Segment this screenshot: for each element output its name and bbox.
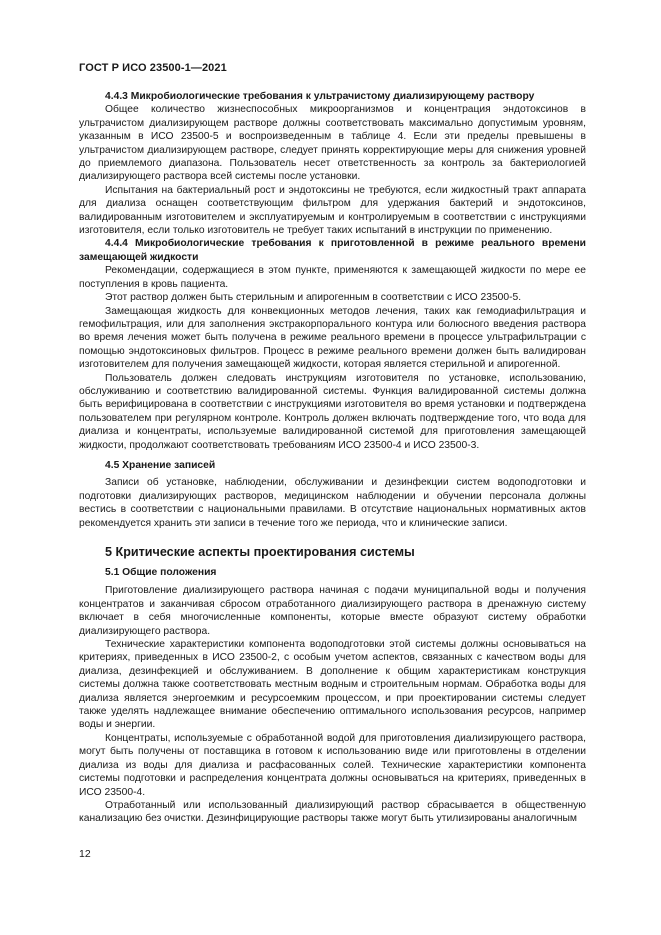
section-5-1-heading: 5.1 Общие положения — [105, 567, 217, 578]
section-4-4-4-heading: 4.4.4 Микробиологические требования к приготовленной в режиме реального времени замещающей жидкости — [79, 238, 586, 263]
paragraph: Замещающая жидкость для конвекционных методов лечения, таких как гемодиафильтрация и гемофильтрация, или для заполнения экстракорпорального контура или болюсного введения раствора во время лечения может быть получена в режиме реального времени в процессе ультрафильтрации с помощью эндотоксиновых фильтров. Процесс в режиме реального времени должен быть валидирован изготовителем для получения замещающей жидкости, которая является стерильной и апирогенной. — [79, 305, 586, 371]
paragraph: Этот раствор должен быть стерильным и апирогенным в соответствии с ИСО 23500-5. — [105, 292, 522, 304]
paragraph: Пользователь должен следовать инструкциям изготовителя по установке, использованию, обслуживанию и соответствию валидированной системы. Функция валидированной системы должна быть верифицирована в соответствии с инструкциями изготовителя во время установки и подтверждена пользователем при регулярном контроле. Контроль должен включать подтверждение того, что вода для диализа и концентраты, используемые валидированной системой для приготовления замещающей жидкости, продолжают соответствовать требованиям ИСО 23500-4 и ИСО 23500-3. — [79, 372, 586, 451]
paragraph: Отработанный или использованный диализирующий раствор сбрасывается в общественную канализацию без очистки. Дезинфицирующие растворы также могут быть утилизированы аналогичным — [79, 799, 586, 825]
paragraph: Концентраты, используемые с обработанной водой для приготовления диализирующего раствора, могут быть получены от поставщика в готовом к использованию виде или приготовлены в отделении диализа из воды для диализа и расфасованных солей. Технические характеристики компонента системы подготовки и распределения концентрата должны основываться на критериях, приведенных в ИСО 23500-4. — [79, 732, 586, 798]
section-4-5-heading: 4.5 Хранение записей — [105, 459, 216, 471]
paragraph: Рекомендации, содержащиеся в этом пункте, применяются к замещающей жидкости по мере ее поступления в кровь пациента. — [79, 265, 586, 290]
paragraph: Записи об установке, наблюдении, обслуживании и дезинфекции систем водоподготовки и подготовки диализирующих растворов, медицинском наблюдении и обучении персонала должны вестись в соответствии с национальными правилами. В отсутствие национальных нормативных актов рекомендуется хранить эти записи в течение того же периода, что и клинические записи. — [79, 477, 586, 529]
page-number: 12 — [79, 848, 91, 860]
paragraph: Приготовление диализирующего раствора начиная с подачи муниципальной воды и получения концентратов и заканчивая сбросом отработанного диализирующего раствора в дренажную систему включает в себя многочисленные компоненты, которые вместе образуют систему обработки диализирующего раствора. — [79, 585, 586, 637]
section-4-4-3-heading: 4.4.3 Микробиологические требования к ультрачистому диализирующему раствору — [105, 91, 535, 102]
section-5-heading: 5 Критические аспекты проектирования системы — [105, 545, 415, 559]
paragraph: Технические характеристики компонента водоподготовки этой системы должны основываться на критериях, приведенных в ИСО 23500-2, с особым учетом аспектов, связанных с качеством воды для диализа, дезинфекцией и обслуживанием. В дополнение к общим характеристикам конструкция системы должна также соответствовать местным водным и строительным нормам. Обработка воды для диализа является энергоемким и ресурсоемким процессом, и при проектировании системы следует также уделять надлежащее внимание обеспечению оптимального использования ресурсов, например воды и энергии. — [79, 639, 586, 731]
document-header: ГОСТ Р ИСО 23500-1—2021 — [79, 62, 227, 74]
paragraph: Общее количество жизнеспособных микроорганизмов и концентрация эндотоксинов в ультрачистом диализирующем растворе должны соответствовать максимально допустимым уровням, указанным в ИСО 23500-5 и воспроизведенным в таблице 4. Если эти пределы превышены в ультрачистом диализирующем растворе, следует принять корректирующие меры для снижения уровней до приемлемого диапазона. Пользователь несет ответственность за контроль за бактериологией диализирующего раствора всей системы после установки. — [79, 104, 586, 183]
paragraph: Испытания на бактериальный рост и эндотоксины не требуются, если жидкостный тракт аппарата для диализа оснащен соответствующим фильтром для удержания бактерий и эндотоксинов, валидированным изготовителем и эксплуатируемым и контролируемым в соответствии с инструкциями изготовителя, если только изготовитель не требует таких испытаний в инструкции по применению. — [79, 184, 586, 237]
document-body — [79, 90, 586, 826]
